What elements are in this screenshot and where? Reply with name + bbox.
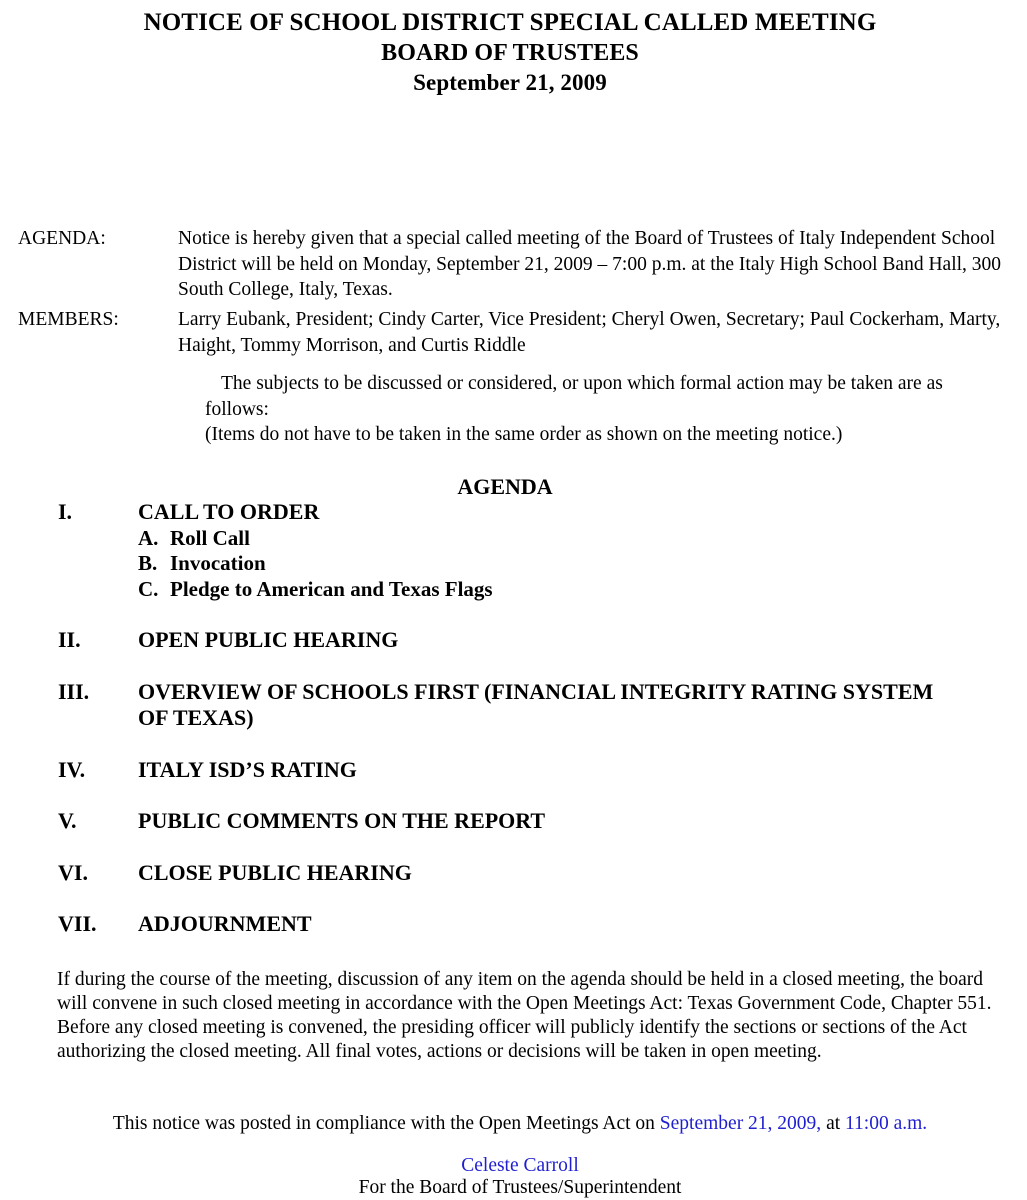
page-title-line-2: BOARD OF TRUSTEES xyxy=(381,40,639,66)
members-label: MEMBERS: xyxy=(18,309,119,330)
agenda-item xyxy=(0,860,1027,887)
agenda-item-number: I. xyxy=(58,499,73,524)
document-title-block xyxy=(0,8,1020,98)
agenda-subitem-letter: A. xyxy=(138,525,159,550)
agenda-item xyxy=(0,757,1027,784)
agenda-subitem-letter: C. xyxy=(138,576,159,601)
agenda-item xyxy=(0,911,1027,938)
posting-time: 11:00 a.m. xyxy=(845,1113,928,1134)
agenda-item-label: ADJOURNMENT xyxy=(138,911,312,936)
members-text: Larry Eubank, President; Cindy Carter, Vice President; Cheryl Owen, Secretary; Paul Cockerham, Marty, Haight, Tommy Morrison, and Curtis Riddle xyxy=(178,309,1001,356)
posting-middle-text: at xyxy=(821,1113,846,1134)
agenda-item-number: IV. xyxy=(58,756,86,782)
agenda-item-number: III. xyxy=(58,678,90,704)
signature-role: For the Board of Trustees/Superintendent xyxy=(358,1177,682,1198)
agenda-item-label: OVERVIEW OF SCHOOLS FIRST (FINANCIAL INTEGRITY RATING SYSTEM OF TEXAS) xyxy=(138,678,934,730)
agenda-item xyxy=(0,499,1027,602)
agenda-item xyxy=(0,679,1027,732)
agenda-item-number: VI. xyxy=(58,859,88,885)
agenda-item-number: VII. xyxy=(58,911,97,936)
subjects-note xyxy=(205,371,1005,448)
agenda-subitem xyxy=(0,551,1027,577)
agenda-subitem xyxy=(0,577,1027,603)
agenda-notice-text: Notice is hereby given that a special called meeting of the Board of Trustees of Italy Independent School District will be held on Monday, September 21, 2009 – 7:00 p.m. at the Italy High School Band Hall, 300 South College, Italy, Texas. xyxy=(178,228,1002,300)
agenda-subitem-letter: B. xyxy=(138,551,158,575)
agenda-item-number: II. xyxy=(58,627,81,652)
agenda-subitem-label: Invocation xyxy=(170,551,266,575)
posting-compliance-line xyxy=(0,1111,1027,1136)
signature-name: Celeste Carroll xyxy=(461,1155,579,1176)
agenda-section-heading: AGENDA xyxy=(457,474,553,499)
agenda-subitem-label: Roll Call xyxy=(170,525,250,550)
agenda-item-number: V. xyxy=(58,808,77,833)
agenda-notice-row xyxy=(18,226,1008,303)
agenda-item-label: ITALY ISD’S RATING xyxy=(138,756,357,782)
subjects-note-line-2: (Items do not have to be taken in the same order as shown on the meeting notice.) xyxy=(205,424,843,445)
members-row xyxy=(18,307,1008,358)
agenda-subitem-list xyxy=(0,526,1027,603)
agenda-item xyxy=(0,808,1027,835)
agenda-item-label: OPEN PUBLIC HEARING xyxy=(138,627,399,652)
posting-date: September 21, 2009, xyxy=(659,1113,822,1134)
agenda-item-label: CALL TO ORDER xyxy=(138,499,320,524)
agenda-subitem xyxy=(0,526,1027,552)
page-title-line-1: NOTICE OF SCHOOL DISTRICT SPECIAL CALLED MEETING xyxy=(143,9,877,36)
closed-meeting-disclaimer: If during the course of the meeting, discussion of any item on the agenda should be held in a closed meeting, the board will convene in such closed meeting in accordance with the Open Meetings Act: Texas Government Code, Chapter 551. Before any closed meeting is convened, the presiding officer will publicly identify the sections or sections of the Act authorizing the closed meeting. All final votes, actions or decisions will be taken in open meeting. xyxy=(57,969,992,1062)
agenda-label: AGENDA: xyxy=(18,228,106,249)
agenda-item-label: CLOSE PUBLIC HEARING xyxy=(138,859,412,885)
posting-prefix-text: This notice was posted in compliance with the Open Meetings Act on xyxy=(112,1113,660,1134)
agenda-item-list xyxy=(0,499,1027,938)
subjects-note-line-1: The subjects to be discussed or considered, or upon which formal action may be taken are as follows: xyxy=(205,373,943,420)
agenda-item-label: PUBLIC COMMENTS ON THE REPORT xyxy=(138,808,546,833)
agenda-subitem-label: Pledge to American and Texas Flags xyxy=(170,576,493,601)
agenda-item xyxy=(0,627,1027,654)
page-title-date: September 21, 2009 xyxy=(413,70,607,95)
